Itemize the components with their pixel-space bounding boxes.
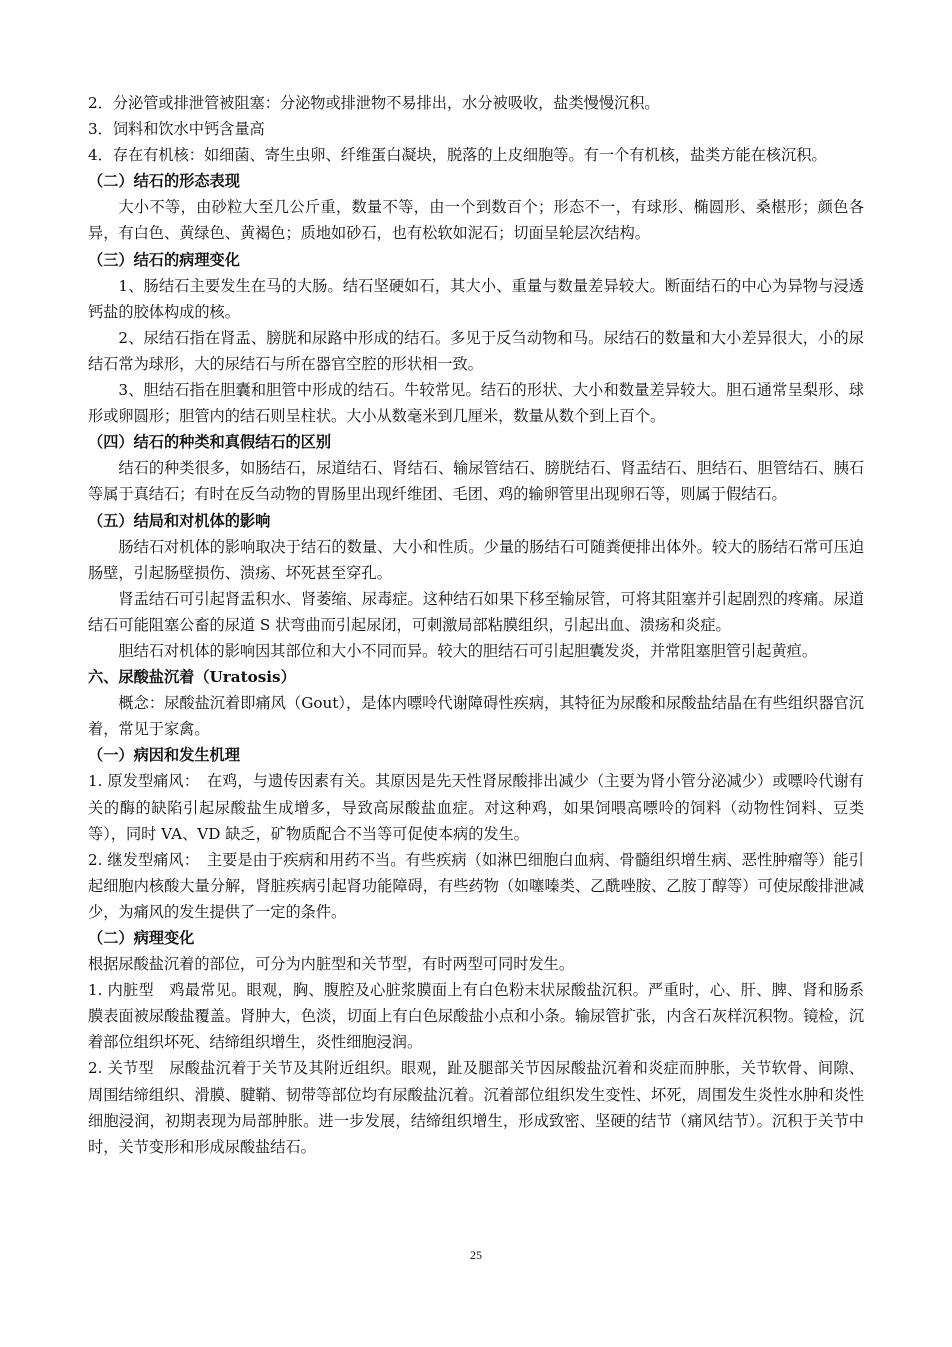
list-item-3: 3．饲料和饮水中钙含量高 — [88, 120, 265, 139]
page-number: 25 — [470, 1248, 482, 1262]
paragraph-secondary-gout: 2. 继发型痛风： 主要是由于疾病和用药不当。有些疾病（如淋巴细胞白血病、骨髓组织增生病、恶性肿瘤等）能引起细胞内核酸大量分解，肾脏疾病引起肾功能障碍，有些药物（如噻嗪类、乙酰唑胺、乙胺丁醇等）可使尿酸排泄减少，为痛风的发生提供了一定的条件。 — [88, 850, 864, 921]
paragraph-articular-type: 2. 关节型 尿酸盐沉着于关节及其附近组织。眼观，趾及腿部关节因尿酸盐沉着和炎症而肿胀，关节软骨、间隙、周围结缔组织、滑膜、腱鞘、韧带等部位均有尿酸盐沉着。沉着部位组织发生变性、坏死，周围发生炎性水肿和炎性细胞浸润，初期表现为局部肿胀。进一步发展，结缔组织增生，形成致密、坚硬的结节（痛风结节）。沉积于关节中时，关节变形和形成尿酸盐结石。 — [88, 1059, 864, 1156]
body-text — [88, 90, 864, 1160]
section-heading-pathology: （三）结石的病理变化 — [88, 250, 240, 269]
section-heading-types: （四）结石的种类和真假结石的区别 — [88, 433, 331, 452]
paragraph-concept: 概念：尿酸盐沉着即痛风（Gout），是体内嘌呤代谢障碍性疾病，其特征为尿酸和尿酸盐结晶在有些组织器官沉着，常见于家禽。 — [88, 694, 864, 739]
paragraph-outcome-gallstone: 胆结石对机体的影响因其部位和大小不同而异。较大的胆结石可引起胆囊发炎，并常阻塞胆管引起黄疸。 — [118, 641, 818, 660]
paragraph-intestinal-stones: 1、肠结石主要发生在马的大肠。结石坚硬如石，其大小、重量与数量差异较大。断面结石的中心为异物与浸透钙盐的胶体构成的核。 — [88, 276, 864, 321]
chapter-heading-uratosis: 六、尿酸盐沉着（Uratosis） — [88, 668, 296, 687]
paragraph-primary-gout: 1. 原发型痛风： 在鸡，与遗传因素有关。其原因是先天性肾尿酸排出减少（主要为肾小管分泌减少）或嘌呤代谢有关的酶的缺陷引起尿酸盐生成增多，导致高尿酸盐血症。对这种鸡，如果饲喂高嘌呤的饲料（动物性饲料、豆类等），同时 VA、VD 缺乏，矿物质配合不当等可促使本病的发生。 — [88, 772, 864, 843]
section-heading-etiology: （一）病因和发生机理 — [88, 746, 240, 765]
section-heading-morphology: （二）结石的形态表现 — [88, 172, 240, 191]
list-item-4: 4．存在有机核：如细菌、寄生虫卵、纤维蛋白凝块，脱落的上皮细胞等。有一个有机核，盐类方能在核沉积。 — [88, 146, 827, 165]
paragraph-outcome-renal: 肾盂结石可引起肾盂积水、肾萎缩、尿毒症。这种结石如果下移至输尿管，可将其阻塞并引起剧烈的疼痛。尿道结石可能阻塞公畜的尿道 S 状弯曲而引起尿闭，可刺激局部粘膜组织，引起出血、溃疡和炎症。 — [88, 589, 864, 634]
paragraph-visceral-type: 1. 内脏型 鸡最常见。眼观，胸、腹腔及心脏浆膜面上有白色粉末状尿酸盐沉积。严重时，心、肝、脾、肾和肠系膜表面被尿酸盐覆盖。肾肿大，色淡，切面上有白色尿酸盐小点和小条。输尿管扩张，内含石灰样沉积物。镜检，沉着部位组织坏死、结缔组织增生，炎性细胞浸润。 — [88, 981, 864, 1052]
section-heading-outcome: （五）结局和对机体的影响 — [88, 511, 271, 530]
paragraph-gallstones: 3、胆结石指在胆囊和胆管中形成的结石。牛较常见。结石的形状、大小和数量差异较大。胆石通常呈梨形、球形或卵圆形；胆管内的结石则呈柱状。大小从数毫米到几厘米，数量从数个到上百个。 — [88, 381, 864, 426]
paragraph-outcome-intestinal: 肠结石对机体的影响取决于结石的数量、大小和性质。少量的肠结石可随粪便排出体外。较大的肠结石常可压迫肠壁，引起肠壁损伤、溃疡、坏死甚至穿孔。 — [88, 537, 864, 582]
paragraph-urinary-stones: 2、尿结石指在肾盂、膀胱和尿路中形成的结石。多见于反刍动物和马。尿结石的数量和大小差异很大，小的尿结石常为球形，大的尿结石与所在器官空腔的形状相一致。 — [88, 328, 864, 373]
paragraph-types: 结石的种类很多，如肠结石，尿道结石、肾结石、输尿管结石、膀胱结石、肾盂结石、胆结石、胆管结石、胰石等属于真结石；有时在反刍动物的胃肠里出现纤维团、毛团、鸡的输卵管里出现卵石等，则属于假结石。 — [88, 459, 864, 504]
paragraph-classification: 根据尿酸盐沉着的部位，可分为内脏型和关节型，有时两型可同时发生。 — [88, 955, 574, 974]
list-item-2: 2．分泌管或排泄管被阻塞：分泌物或排泄物不易排出，水分被吸收，盐类慢慢沉积。 — [88, 94, 660, 112]
paragraph-morphology: 大小不等，由砂粒大至几公斤重，数量不等，由一个到数百个；形态不一，有球形、椭圆形、桑椹形；颜色各异，有白色、黄绿色、黄褐色；质地如砂石，也有松软如泥石；切面呈轮层次结构。 — [88, 198, 864, 243]
section-heading-pathological-changes: （二）病理变化 — [88, 929, 195, 947]
